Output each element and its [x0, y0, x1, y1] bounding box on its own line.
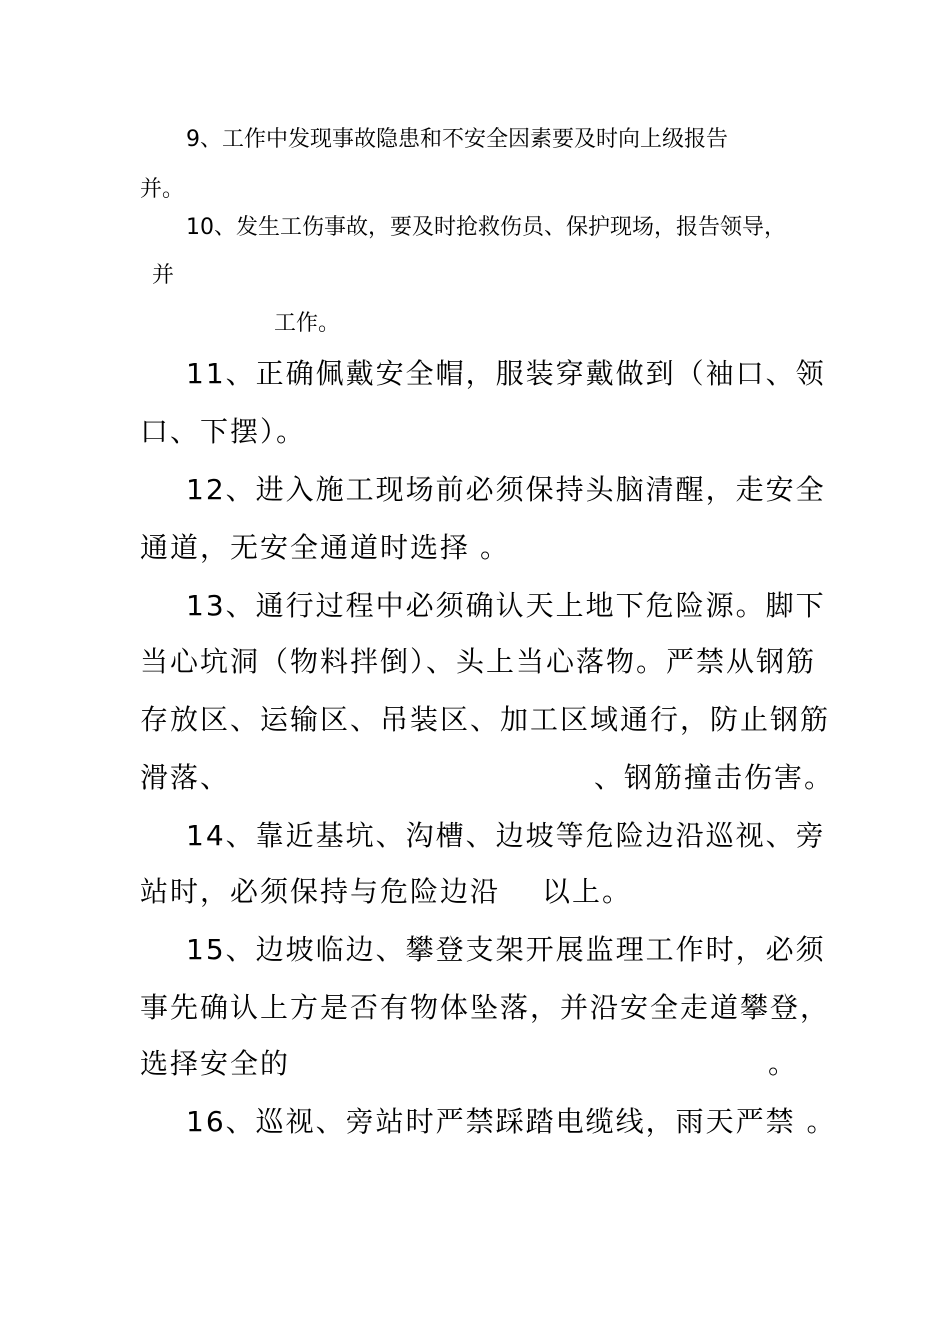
- item-13-line-4: 滑落、: [140, 761, 231, 794]
- item-12-line-2: 通道，无安全通道时选择: [140, 531, 471, 564]
- item-9-line-2: 并。: [140, 177, 185, 202]
- item-9-line-1: 9、工作中发现事故隐患和不安全因素要及时向上级报告: [186, 127, 728, 152]
- item-14-line-2: 站时，必须保持与危险边沿: [140, 875, 501, 908]
- item-13-line-1: 13、通行过程中必须确认天上地下危险源。脚下: [186, 589, 826, 622]
- item-10-line-2: 并: [152, 263, 175, 288]
- item-11-line-2: 口、下摆）。: [140, 415, 307, 448]
- item-15-line-2: 事先确认上方是否有物体坠落，并沿安全走道攀登，: [140, 991, 831, 1024]
- item-12-line-2-tail: 。: [480, 531, 511, 564]
- item-10-line-3: 工作。: [274, 311, 341, 336]
- item-14-line-2-tail: 以上。: [542, 875, 633, 908]
- item-15-line-3-tail: 。: [768, 1047, 799, 1080]
- item-11-line-1: 11、正确佩戴安全帽，服装穿戴做到（袖口、领: [186, 357, 826, 390]
- item-12-line-1: 12、进入施工现场前必须保持头脑清醒，走安全: [186, 473, 826, 506]
- item-14-line-1: 14、靠近基坑、沟槽、边坡等危险边沿巡视、旁: [186, 819, 826, 852]
- item-15-line-3: 选择安全的: [140, 1047, 291, 1080]
- item-16-line-1: 16、巡视、旁站时严禁踩踏电缆线，雨天严禁 。: [186, 1105, 837, 1138]
- item-10-line-1: 10、发生工伤事故，要及时抢救伤员、保护现场，报告领导，: [186, 215, 786, 240]
- item-13-line-4-tail: 、钢筋撞击伤害。: [594, 761, 835, 794]
- item-15-line-1: 15、边坡临边、攀登支架开展监理工作时，必须: [186, 933, 826, 966]
- item-13-line-2: 当心坑洞（物料拌倒）、头上当心落物。严禁从钢筋: [140, 645, 817, 678]
- item-13-line-3: 存放区、运输区、吊装区、加工区域通行，防止钢筋: [140, 703, 831, 736]
